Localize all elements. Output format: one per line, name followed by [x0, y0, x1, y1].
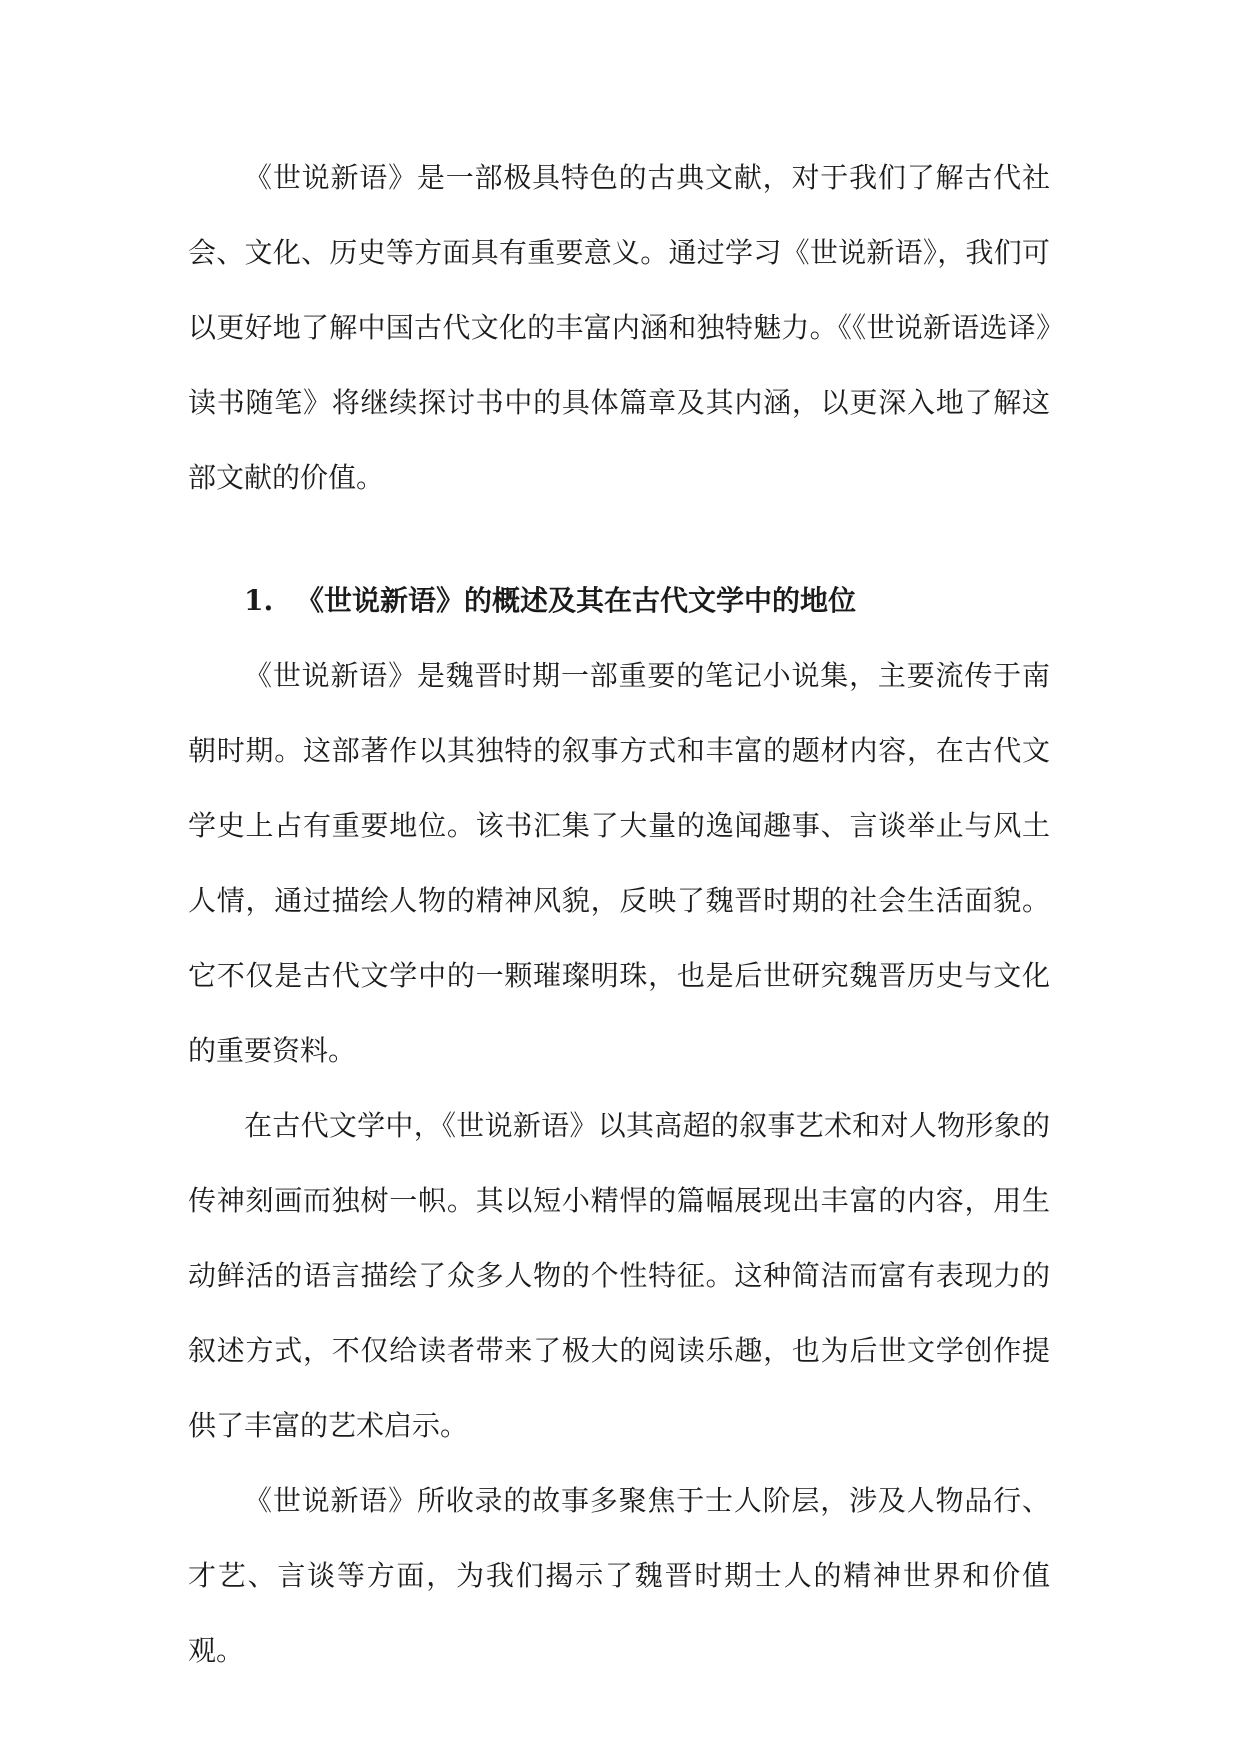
document-body	[188, 140, 1050, 1688]
section-title: 《世说新语》的概述及其在古代文学中的地位	[296, 584, 857, 617]
section-heading	[188, 563, 1050, 638]
body-paragraph: 《世说新语》所收录的故事多聚焦于士人阶层，涉及人物品行、才艺、言谈等方面，为我们揭示了魏晋时期士人的精神世界和价值观。	[188, 1484, 1050, 1667]
section-spacer	[188, 515, 1050, 563]
intro-paragraph: 《世说新语》是一部极具特色的古典文献，对于我们了解古代社会、文化、历史等方面具有重要意义。通过学习《世说新语》，我们可以更好地了解中国古代文化的丰富内涵和独特魅力。《《世说新语选译》读书随笔》将继续探讨书中的具体篇章及其内涵，以更深入地了解这部文献的价值。	[188, 161, 1050, 494]
body-paragraph: 在古代文学中，《世说新语》以其高超的叙事艺术和对人物形象的传神刻画而独树一帜。其以短小精悍的篇幅展现出丰富的内容，用生动鲜活的语言描绘了众多人物的个性特征。这种简洁而富有表现力的叙述方式，不仅给读者带来了极大的阅读乐趣，也为后世文学创作提供了丰富的艺术启示。	[188, 1109, 1050, 1442]
section-number: 1.	[244, 584, 274, 617]
body-paragraph: 《世说新语》是魏晋时期一部重要的笔记小说集，主要流传于南朝时期。这部著作以其独特的叙事方式和丰富的题材内容，在古代文学史上占有重要地位。该书汇集了大量的逸闻趣事、言谈举止与风土人情，通过描绘人物的精神风貌，反映了魏晋时期的社会生活面貌。它不仅是古代文学中的一颗璀璨明珠，也是后世研究魏晋历史与文化的重要资料。	[188, 659, 1050, 1067]
